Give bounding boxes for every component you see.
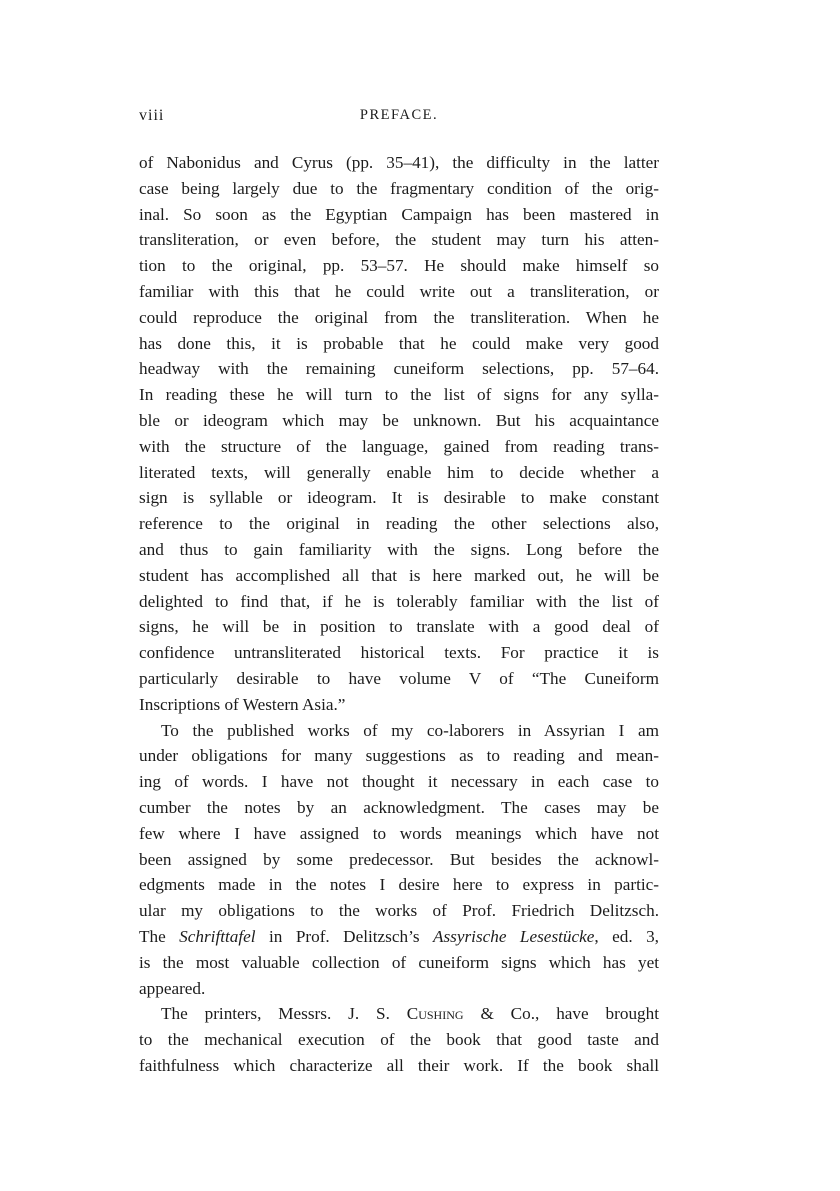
text-line: case being largely due to the fragmentary condition of the orig- <box>139 178 659 198</box>
text-line: tion to the original, pp. 53–57. He should make himself so <box>139 256 659 276</box>
text-line: literated texts, will generally enable him to decide whether a <box>139 462 659 482</box>
text-line-with-titles <box>139 924 659 950</box>
paragraph-start-line <box>139 1001 659 1027</box>
text-line: particularly desirable to have volume V of “The Cuneiform <box>139 668 659 688</box>
text-line: faithfulness which characterize all their work. If the book shall <box>139 1055 659 1075</box>
text-line: sign is syllable or ideogram. It is desirable to make constant <box>139 488 659 508</box>
running-head <box>139 107 659 131</box>
running-title: PREFACE. <box>359 107 439 123</box>
text-line: and thus to gain familiarity with the signs. Long before the <box>139 539 659 559</box>
italic-title-lesestuecke: Assyrische Lesestücke <box>432 926 595 946</box>
text-fragment: in Prof. Delitzsch’s <box>255 926 433 946</box>
text-line: ing of words. I have not thought it necessary in each case to <box>139 772 659 792</box>
text-line: has done this, it is probable that he could make very good <box>139 333 659 353</box>
text-line: to the mechanical execution of the book that good taste and <box>139 1030 659 1050</box>
text-line: few where I have assigned to words meanings which have not <box>139 823 659 843</box>
page-number: viii <box>139 107 165 124</box>
text-line: could reproduce the original from the transliteration. When he <box>139 307 659 327</box>
text-fragment: The <box>139 926 180 946</box>
text-line: edgments made in the notes I desire here to express in partic- <box>139 875 659 895</box>
italic-title-schrifttafel: Schrifttafel <box>179 926 256 946</box>
text-fragment: , ed. 3, <box>594 926 659 946</box>
text-line: reference to the original in reading the other selections also, <box>139 514 659 534</box>
text-line: In reading these he will turn to the list of signs for any sylla- <box>139 385 659 405</box>
text-line: transliteration, or even before, the student may turn his atten- <box>139 230 659 250</box>
text-line: under obligations for many suggestions as to reading and mean- <box>139 746 659 766</box>
text-line: with the structure of the language, gained from reading trans- <box>139 436 659 456</box>
text-line: ular my obligations to the works of Prof. Friedrich Delitzsch. <box>139 901 659 921</box>
text-line: signs, he will be in position to translate with a good deal of <box>139 617 659 637</box>
text-line: been assigned by some predecessor. But besides the acknowl- <box>139 849 659 869</box>
text-line: inal. So soon as the Egyptian Campaign has been mastered in <box>139 204 659 224</box>
paragraph-end-line: appeared. <box>139 978 206 998</box>
body-text <box>139 150 659 1079</box>
text-line: familiar with this that he could write out a transliteration, or <box>139 281 659 301</box>
text-fragment: The printers, Messrs. J. S. <box>161 1004 407 1024</box>
smallcaps-printer-name: Cushing <box>406 1004 464 1024</box>
paragraph-start-line: To the published works of my co-laborers in Assyrian I am <box>161 720 659 740</box>
text-fragment: & Co., have brought <box>463 1004 659 1024</box>
text-line: delighted to find that, if he is tolerably familiar with the list of <box>139 591 659 611</box>
text-line: student has accomplished all that is here marked out, he will be <box>139 565 659 585</box>
text-line: confidence untransliterated historical texts. For practice it is <box>139 643 659 663</box>
text-line: ble or ideogram which may be unknown. But his acquaintance <box>139 410 659 430</box>
text-line: cumber the notes by an acknowledgment. The cases may be <box>139 797 659 817</box>
text-line: of Nabonidus and Cyrus (pp. 35–41), the difficulty in the latter <box>139 153 659 172</box>
text-line: is the most valuable collection of cuneiform signs which has yet <box>139 952 659 972</box>
paragraph-end-line: Inscriptions of Western Asia.” <box>139 694 346 714</box>
text-line: headway with the remaining cuneiform selections, pp. 57–64. <box>139 359 659 379</box>
